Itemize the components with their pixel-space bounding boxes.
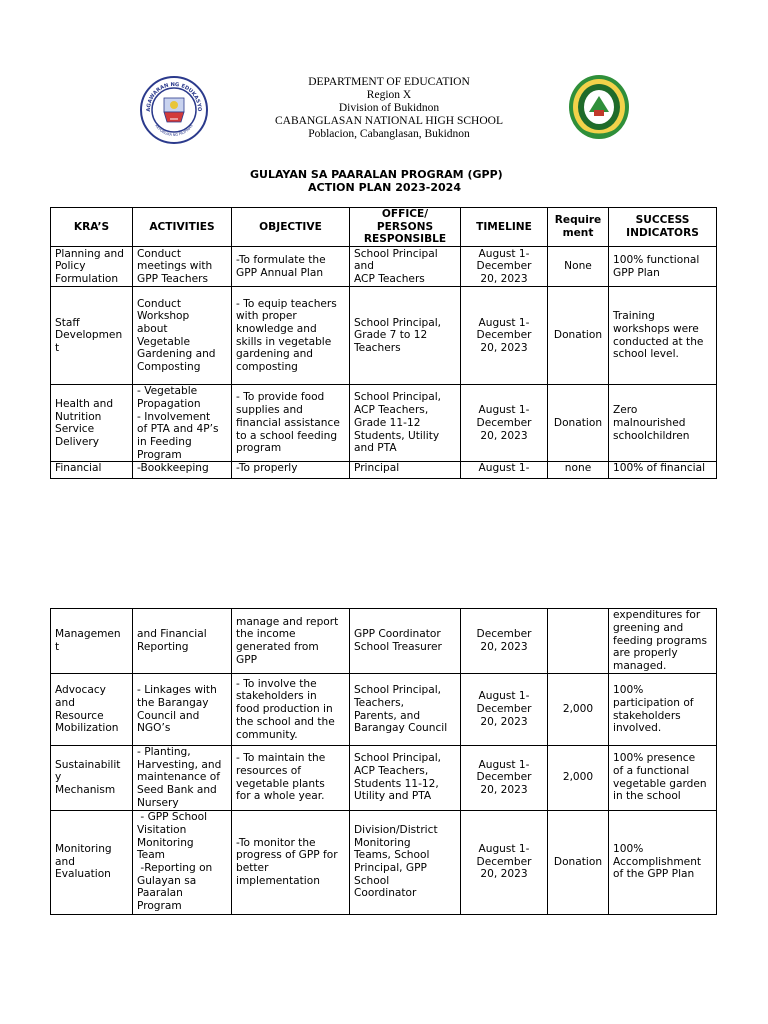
cell-success-indicator: 100% Accomplishment of the GPP Plan	[609, 810, 717, 914]
cell-objective: manage and report the income generated from GPP	[232, 609, 350, 674]
column-header-office: OFFICE/ PERSONS RESPONSIBLE	[350, 208, 461, 247]
school-name: CABANGLASAN NATIONAL HIGH SCHOOL	[275, 115, 503, 127]
cell-success-indicator: Zero malnourished schoolchildren	[609, 385, 717, 462]
cell-kra: Sustainabilit y Mechanism	[51, 746, 133, 811]
cell-activities: - Planting, Harvesting, and maintenance of Seed Bank and Nursery	[133, 746, 232, 811]
cell-kra: Planning and Policy Formulation	[51, 247, 133, 287]
cell-success-indicator: 100% participation of stakeholders involved.	[609, 674, 717, 746]
cell-activities: Conduct Workshop about Vegetable Gardening and Composting	[133, 287, 232, 385]
cell-office: School Principal, ACP Teachers, Grade 11-12 Students, Utility and PTA	[350, 385, 461, 462]
cell-office: School Principal, Grade 7 to 12 Teachers	[350, 287, 461, 385]
cell-kra: Managemen t	[51, 609, 133, 674]
cell-objective: - To maintain the resources of vegetable plants for a whole year.	[232, 746, 350, 811]
cell-timeline: August 1- December 20, 2023	[461, 287, 548, 385]
cell-office: School Principal and ACP Teachers	[350, 247, 461, 287]
cell-office: GPP Coordinator School Treasurer	[350, 609, 461, 674]
cell-activities: -Bookkeeping	[133, 462, 232, 479]
svg-text:REPUBLIKA NG PILIPINAS: REPUBLIKA NG PILIPINAS	[154, 123, 194, 138]
cell-activities: Conduct meetings with GPP Teachers	[133, 247, 232, 287]
cell-requirement: 2,000	[548, 746, 609, 811]
cell-timeline: August 1- December 20, 2023	[461, 674, 548, 746]
cell-kra: Financial	[51, 462, 133, 479]
cell-activities: - Vegetable Propagation - Involvement of PTA and 4P’s in Feeding Program	[133, 385, 232, 462]
column-header-timeline: TIMELINE	[461, 208, 548, 247]
table-row	[51, 810, 717, 914]
table-row	[51, 609, 717, 674]
cell-requirement: 2,000	[548, 674, 609, 746]
column-header-success-indicators: SUCCESS INDICATORS	[609, 208, 717, 247]
cell-timeline: August 1-	[461, 462, 548, 479]
cell-timeline: August 1- December 20, 2023	[461, 746, 548, 811]
document-title	[250, 168, 610, 194]
title-line-1: GULAYAN SA PAARALAN PROGRAM (GPP)	[250, 168, 503, 181]
table-row	[51, 287, 717, 385]
letterhead	[200, 76, 578, 141]
cell-timeline: December 20, 2023	[461, 609, 548, 674]
cell-timeline: August 1- December 20, 2023	[461, 810, 548, 914]
cell-kra: Staff Developmen t	[51, 287, 133, 385]
table-row	[51, 247, 717, 287]
cell-office: Principal	[350, 462, 461, 479]
cell-office: School Principal, Teachers, Parents, and Barangay Council	[350, 674, 461, 746]
cell-activities: - GPP School Visitation Monitoring Team -Reporting on Gulayan sa Paaralan Program	[133, 810, 232, 914]
cell-objective: - To provide food supplies and financial assistance to a school feeding program	[232, 385, 350, 462]
school-address: Poblacion, Cabanglasan, Bukidnon	[308, 128, 470, 140]
cell-timeline: August 1- December 20, 2023	[461, 385, 548, 462]
table-row	[51, 674, 717, 746]
action-plan-table-page-2	[50, 608, 717, 915]
cell-requirement: Donation	[548, 287, 609, 385]
cell-kra: Monitoring and Evaluation	[51, 810, 133, 914]
cell-success-indicator: 100% functional GPP Plan	[609, 247, 717, 287]
cell-requirement: none	[548, 462, 609, 479]
cell-success-indicator: 100% presence of a functional vegetable garden in the school	[609, 746, 717, 811]
cell-office: School Principal, ACP Teachers, Students 11-12, Utility and PTA	[350, 746, 461, 811]
column-header-activities: ACTIVITIES	[133, 208, 232, 247]
title-line-2: ACTION PLAN 2023-2024	[308, 181, 461, 194]
cell-success-indicator: expenditures for greening and feeding programs are properly managed.	[609, 609, 717, 674]
division-name: Division of Bukidnon	[338, 102, 440, 114]
cell-requirement	[548, 609, 609, 674]
deped-seal-icon	[140, 76, 208, 144]
cell-kra: Advocacy and Resource Mobilization	[51, 674, 133, 746]
column-header-requirement: Require ment	[548, 208, 609, 247]
table-row	[51, 746, 717, 811]
cell-requirement: Donation	[548, 810, 609, 914]
table-row	[51, 385, 717, 462]
table-row	[51, 462, 717, 479]
column-header-kra: KRA’S	[51, 208, 133, 247]
cell-objective: -To properly	[232, 462, 350, 479]
cell-activities: - Linkages with the Barangay Council and NGO’s	[133, 674, 232, 746]
cell-activities: and Financial Reporting	[133, 609, 232, 674]
cell-objective: - To involve the stakeholders in food production in the school and the community.	[232, 674, 350, 746]
svg-text:KAGAWARAN NG EDUKASYON: AGAWARAN NG EDUKASYO	[145, 81, 203, 112]
action-plan-table-page-1	[50, 207, 717, 479]
region-name: Region X	[366, 89, 412, 101]
cell-success-indicator: 100% of financial	[609, 462, 717, 479]
table-header-row	[51, 208, 717, 247]
column-header-objective: OBJECTIVE	[232, 208, 350, 247]
cell-objective: -To formulate the GPP Annual Plan	[232, 247, 350, 287]
cell-objective: - To equip teachers with proper knowledge and skills in vegetable gardening and composting	[232, 287, 350, 385]
department-name: DEPARTMENT OF EDUCATION	[308, 76, 470, 88]
cell-requirement: Donation	[548, 385, 609, 462]
cell-success-indicator: Training workshops were conducted at the school level.	[609, 287, 717, 385]
cell-requirement: None	[548, 247, 609, 287]
cell-office: Division/District Monitoring Teams, School Principal, GPP School Coordinator	[350, 810, 461, 914]
cell-objective: -To monitor the progress of GPP for better implementation	[232, 810, 350, 914]
cell-timeline: August 1- December 20, 2023	[461, 247, 548, 287]
cell-kra: Health and Nutrition Service Delivery	[51, 385, 133, 462]
